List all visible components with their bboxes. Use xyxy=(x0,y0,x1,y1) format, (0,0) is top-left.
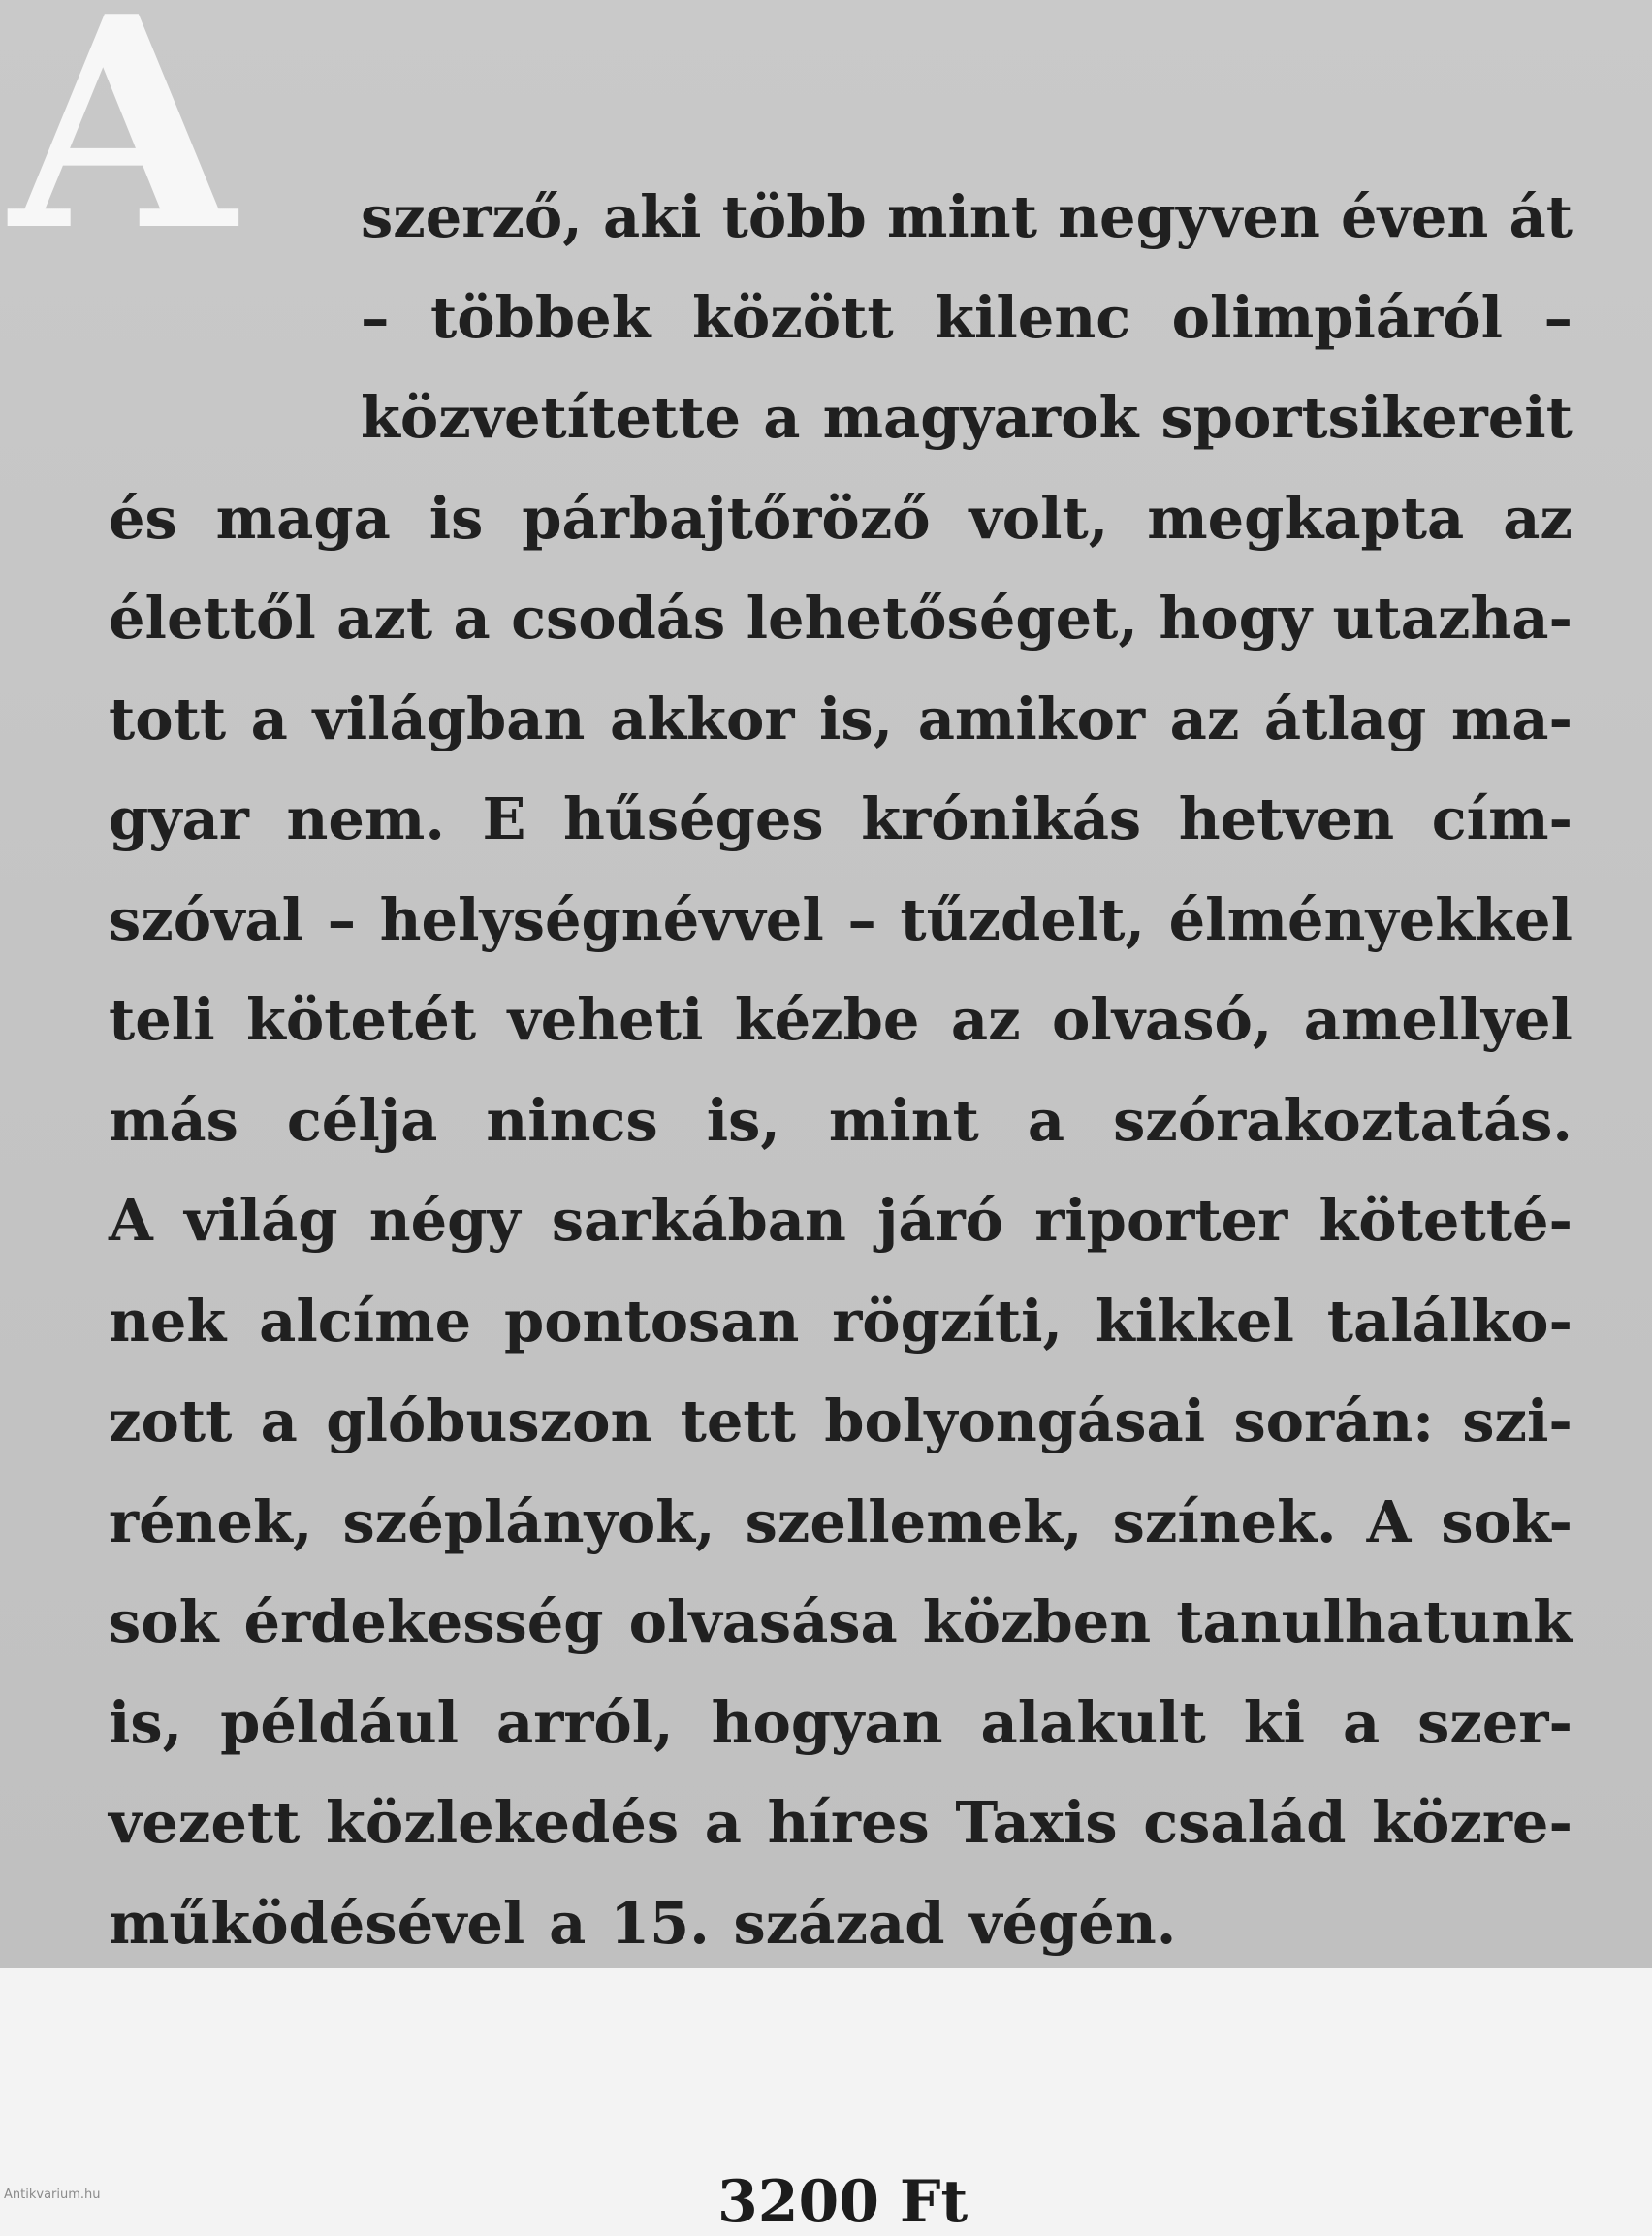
price-label: 3200 Ft xyxy=(717,2168,969,2236)
word: a xyxy=(1342,1688,1381,1756)
word: célja xyxy=(286,1086,438,1154)
text-line xyxy=(109,1371,1573,1472)
word: amellyel xyxy=(1303,986,1573,1053)
word: világban xyxy=(312,685,586,752)
word: a xyxy=(704,1789,742,1856)
word: a xyxy=(260,1388,298,1454)
text-line xyxy=(109,1873,1573,1974)
word: mint xyxy=(828,1086,979,1154)
word: híres xyxy=(767,1789,930,1856)
word: alcíme xyxy=(259,1287,472,1355)
word: család xyxy=(1143,1789,1347,1856)
word: is, xyxy=(706,1086,780,1154)
word: járó xyxy=(877,1187,1004,1254)
word: tanulhatunk xyxy=(1176,1588,1573,1655)
word: szi- xyxy=(1462,1388,1573,1454)
word: A xyxy=(1366,1487,1412,1555)
word: krónikás xyxy=(861,785,1142,852)
word: közben xyxy=(922,1588,1152,1655)
word: a xyxy=(549,1889,587,1957)
word: is xyxy=(429,484,484,552)
word: például xyxy=(220,1688,460,1756)
word: közre- xyxy=(1372,1789,1573,1856)
word: átlag xyxy=(1263,685,1427,752)
word: teli xyxy=(109,986,215,1053)
word: kötetét xyxy=(246,986,477,1053)
text-line xyxy=(109,468,1573,569)
word: nek xyxy=(109,1287,227,1355)
word: kilenc xyxy=(935,283,1131,351)
word: sok- xyxy=(1441,1487,1573,1555)
word: rének, xyxy=(109,1487,313,1555)
word: hetven xyxy=(1178,785,1395,852)
word: párbajtőröző xyxy=(522,484,931,552)
word: maga xyxy=(215,484,391,552)
word: század xyxy=(733,1889,945,1957)
text-line xyxy=(109,1572,1573,1673)
blurb-text xyxy=(109,167,1573,1973)
word: és xyxy=(109,484,177,552)
word: nincs xyxy=(486,1086,658,1154)
word: hűséges xyxy=(563,785,824,852)
word: magyarok xyxy=(822,384,1139,451)
word: élményekkel xyxy=(1168,885,1573,953)
word: hogyan xyxy=(711,1688,943,1756)
word: több xyxy=(721,183,867,250)
word: sportsikereit xyxy=(1160,384,1573,451)
word: helységnévvel xyxy=(379,885,824,953)
word: is, xyxy=(818,685,894,752)
word: azt xyxy=(336,585,433,652)
word: alakult xyxy=(980,1688,1206,1756)
text-line xyxy=(109,669,1573,770)
word: zott xyxy=(109,1388,233,1454)
word: éven xyxy=(1341,183,1489,250)
word: világ xyxy=(183,1187,338,1254)
word: – xyxy=(847,885,876,953)
word: működésével xyxy=(109,1889,525,1957)
word: rögzíti, xyxy=(832,1287,1064,1355)
text-line xyxy=(109,1773,1573,1873)
word: amikor xyxy=(917,685,1146,752)
word: tott xyxy=(109,685,227,752)
word: sok xyxy=(109,1588,219,1655)
word: tett xyxy=(680,1388,796,1454)
watermark: Antikvarium.hu xyxy=(4,2188,101,2202)
word: glóbuszon xyxy=(326,1388,652,1454)
word: más xyxy=(109,1086,238,1154)
text-line xyxy=(109,1170,1573,1271)
word: az xyxy=(1169,685,1240,752)
word: cím- xyxy=(1431,785,1573,852)
word: kézbe xyxy=(734,986,920,1053)
word: – xyxy=(1543,283,1573,351)
word: hogy xyxy=(1159,585,1313,652)
word: a xyxy=(1027,1086,1065,1154)
word: riporter xyxy=(1034,1187,1288,1254)
word: aki xyxy=(602,183,702,250)
word: szer- xyxy=(1417,1688,1573,1756)
word: is, xyxy=(109,1688,183,1756)
word: a xyxy=(763,384,801,451)
text-line xyxy=(109,167,1573,268)
word: szerző, xyxy=(361,183,583,250)
word: az xyxy=(1503,484,1573,552)
text-line xyxy=(109,367,1573,468)
word: nem. xyxy=(286,785,445,852)
word: pontosan xyxy=(503,1287,800,1355)
word: akkor xyxy=(609,685,795,752)
word: át xyxy=(1509,183,1573,250)
text-line xyxy=(109,970,1573,1070)
word: a xyxy=(453,585,491,652)
word: bolyongásai xyxy=(824,1388,1206,1454)
word: mint xyxy=(886,183,1037,250)
word: élettől xyxy=(109,585,316,652)
word: E xyxy=(482,785,526,852)
drop-cap-letter: A xyxy=(10,0,236,295)
word: csodás xyxy=(511,585,726,652)
word: volt, xyxy=(969,484,1109,552)
word: – xyxy=(327,885,357,953)
word: A xyxy=(109,1187,153,1254)
text-line xyxy=(109,1472,1573,1573)
text-line xyxy=(109,568,1573,669)
word: arról, xyxy=(496,1688,674,1756)
word: széplányok, xyxy=(342,1487,715,1555)
text-line xyxy=(109,870,1573,971)
word: a xyxy=(250,685,288,752)
word: tűzdelt, xyxy=(900,885,1146,953)
word: sarkában xyxy=(551,1187,846,1254)
word: közvetítette xyxy=(361,384,742,451)
word: többek xyxy=(429,283,651,351)
word: szórakoztatás. xyxy=(1113,1086,1573,1154)
word: olimpiáról xyxy=(1171,283,1504,351)
word: olvasó, xyxy=(1051,986,1273,1053)
word: ki xyxy=(1243,1688,1306,1756)
word: színek. xyxy=(1112,1487,1337,1555)
word: ma- xyxy=(1450,685,1573,752)
word: vezett xyxy=(109,1789,301,1856)
text-line xyxy=(109,1271,1573,1372)
word: szellemek, xyxy=(745,1487,1083,1555)
word: utazha- xyxy=(1332,585,1573,652)
word: közlekedés xyxy=(325,1789,680,1856)
word: során: xyxy=(1233,1388,1434,1454)
word: gyar xyxy=(109,785,249,852)
word: negyven xyxy=(1058,183,1320,250)
word: lehetőséget, xyxy=(746,585,1138,652)
word: kötetté- xyxy=(1318,1187,1573,1254)
text-line xyxy=(109,1673,1573,1773)
word: 15. xyxy=(610,1889,710,1957)
word: végén. xyxy=(969,1889,1177,1957)
text-line xyxy=(109,268,1573,368)
word: szóval xyxy=(109,885,303,953)
word: megkapta xyxy=(1147,484,1465,552)
text-line xyxy=(109,1070,1573,1171)
word: olvasása xyxy=(628,1588,898,1655)
word: Taxis xyxy=(955,1789,1118,1856)
text-line xyxy=(109,769,1573,870)
word: kikkel xyxy=(1095,1287,1294,1355)
word: – xyxy=(361,283,390,351)
word: érdekesség xyxy=(243,1588,604,1655)
word: találko- xyxy=(1326,1287,1573,1355)
word: az xyxy=(950,986,1021,1053)
word: négy xyxy=(368,1187,521,1254)
word: között xyxy=(692,283,894,351)
word: veheti xyxy=(507,986,704,1053)
